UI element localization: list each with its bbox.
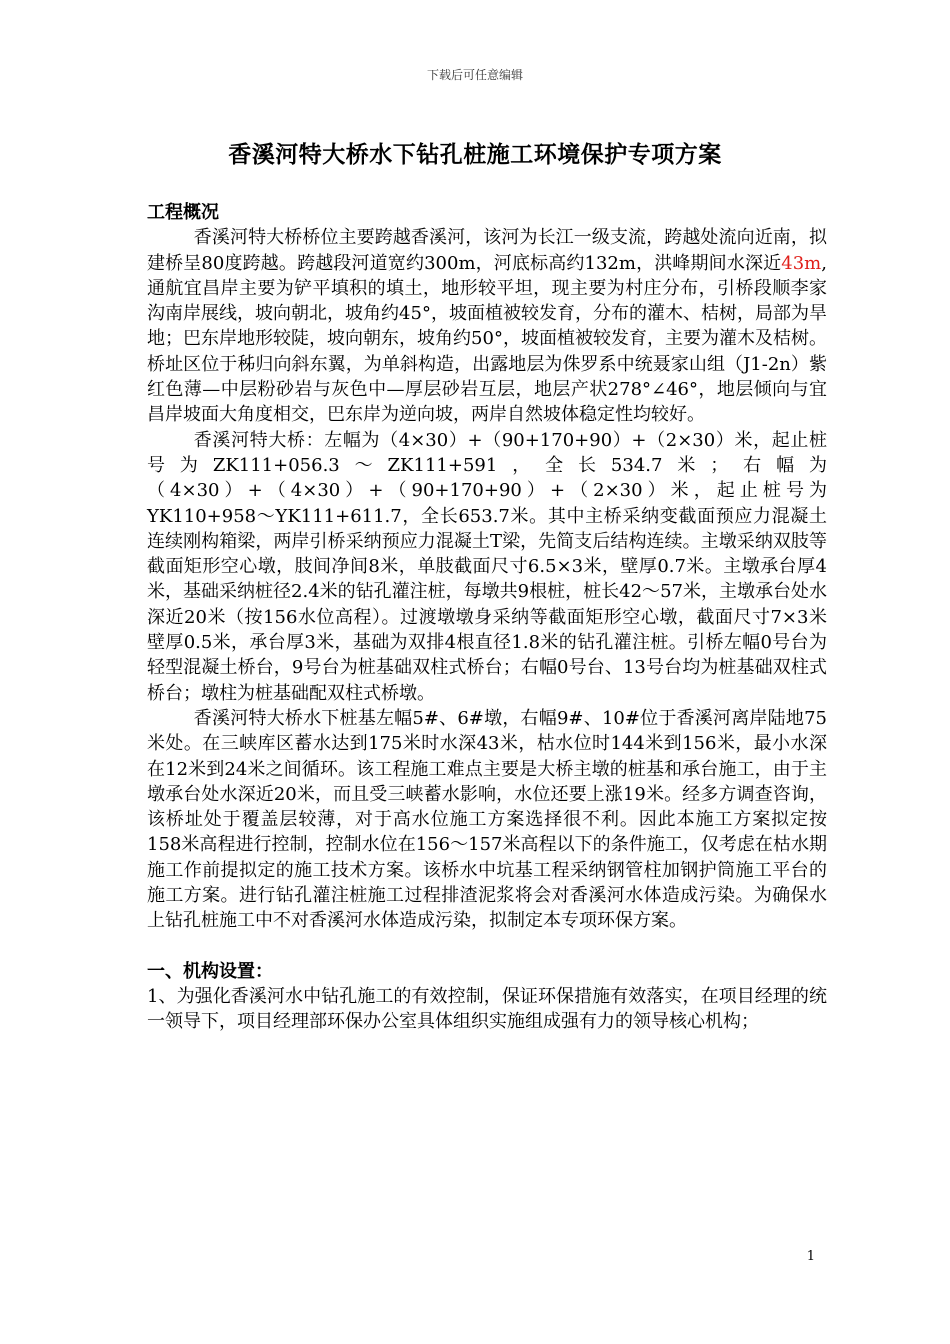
- overview-paragraph-3: 香溪河特大桥水下桩基左幅5#、6#墩，右幅9#、10#位于香溪河离岸陆地75米处。在三峡库区蓄水达到175米时水深43米，枯水位时144米到156米，最小水深在12米到24米之间循环。该工程施工难点主要是大桥主墩的桩基和承台施工，由于主墩承台处水深近20米，而且受三峡蓄水影响，水位还要上涨19米。经多方调查咨询，该桥址处于覆盖层较薄，对于高水位施工方案选择很不利。因此本施工方案拟定按158米高程进行控制，控制水位在156～157米高程以下的条件施工，仅考虑在枯水期施工作前提拟定的施工技术方案。该桥水中坑基工程采纳钢管柱加钢护筒施工平台的施工方案。进行钻孔灌注桩施工过程排渣泥浆将会对香溪河水体造成污染。为确保水上钻孔桩施工中不对香溪河水体造成污染，拟制定本专项环保方案。: [147, 707, 827, 932]
- document-title: 香溪河特大桥水下钻孔桩施工环境保护专项方案: [228, 142, 722, 168]
- overview-p1-text-b: ,通航宜昌岸主要为铲平填积的填土，地形较平坦，现主要为村庄分布，引桥段顺李家沟南岸展线，坡向朝北，坡角约45°，坡面植被较发育，分布的灌木、桔树，局部为旱地；巴东岸地形较陡，坡向朝东，坡角约50°，坡面植被较发育，主要为灌木及桔树。桥址区位于秭归向斜东翼，为单斜构造，出露地层为侏罗系中统聂家山组（J1-2n）紫红色薄—中层粉砂岩与灰色中—厚层砂岩互层，地层产状278°∠46°，地层倾向与宜昌岸坡面大角度相交，巴东岸为逆向坡，两岸自然坡体稳定性均较好。: [147, 252, 827, 426]
- overview-paragraph-2: 香溪河特大桥：左幅为（4×30）+（90+170+90）+（2×30）米，起止桩号为ZK111+056.3～ZK111+591，全长534.7米；右幅为（4×30）+（4×30）+（90+170+90）+（2×30）米，起止桩号为YK110+958～YK111+611.7，全长653.7米。其中主桥采纳变截面预应力混凝土连续刚构箱梁，两岸引桥采纳预应力混凝土T梁，先简支后结构连续。主墩采纳双肢等截面矩形空心墩，肢间净间8米，单肢截面尺寸6.5×3米，壁厚0.7米。主墩承台厚4米，基础采纳桩径2.4米的钻孔灌注桩，每墩共9根桩，桩长42～57米，主墩承台处水深近20米（按156水位高程）。过渡墩墩身采纳等截面矩形空心墩，截面尺寸7×3米壁厚0.5米，承台厚3米，基础为双排4根直径1.8米的钻孔灌注桩。引桥左幅0号台为轻型混凝土桥台，9号台为桩基础双柱式桥台；右幅0号台、13号台均为桩基础双柱式桥台；墩柱为桩基础配双柱式桥墩。: [147, 429, 827, 704]
- overview-heading: 工程概况: [147, 202, 219, 223]
- section-1-heading: 一、机构设置：: [147, 960, 273, 982]
- water-depth-highlight: 43m: [781, 252, 822, 274]
- header-note: 下载后可任意编辑: [426, 68, 523, 82]
- overview-paragraph-1: [147, 225, 827, 427]
- section-1-paragraph-1: 1、为强化香溪河水中钻孔施工的有效控制，保证环保措施有效落实，在项目经理的统一领导下，项目经理部环保办公室具体组织实施组成强有力的领导核心机构；: [147, 985, 827, 1033]
- document-body: [147, 200, 827, 1035]
- section-spacer: [147, 934, 827, 959]
- overview-p1-text-a: 香溪河特大桥桥位主要跨越香溪河，该河为长江一级支流，跨越处流向近南，拟建桥呈80度跨越。跨越段河道宽约300m，河底标高约132m，洪峰期间水深近: [147, 227, 827, 274]
- page-number: 1: [806, 1249, 815, 1264]
